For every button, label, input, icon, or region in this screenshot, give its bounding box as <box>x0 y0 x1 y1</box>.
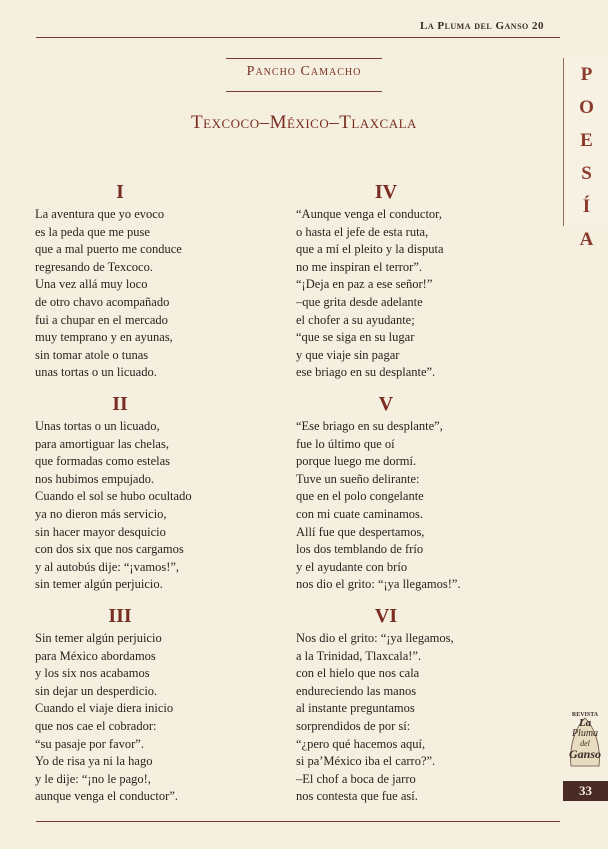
stanza <box>296 180 506 382</box>
logo-line: del <box>580 739 590 748</box>
stanza-verses <box>35 630 245 806</box>
verse-line: ya no dieron más servicio, <box>35 506 167 521</box>
verse-line: sin tomar atole o tunas <box>35 347 149 362</box>
stanza-numeral: I <box>116 181 124 203</box>
stanza <box>35 392 245 594</box>
stanza-verses <box>35 206 245 382</box>
logo-line: Pluma <box>571 728 599 739</box>
header-rule <box>36 37 560 38</box>
running-header: La Pluma del Ganso 20 <box>419 20 544 32</box>
section-tab <box>563 58 608 250</box>
stanza-verses <box>35 418 245 594</box>
section-letter: Í <box>582 196 591 217</box>
stanza-numeral: III <box>108 605 132 627</box>
verse-line: endureciendo las manos <box>296 683 417 698</box>
stanza-verses <box>296 630 506 806</box>
verse-line: si pa’México iba el carro?”. <box>296 754 436 769</box>
stanza-verses <box>296 206 506 382</box>
verse-line: o hasta el jefe de esta ruta, <box>296 224 429 239</box>
verse-line: –El chof a boca de jarro <box>296 771 416 786</box>
page-number: 33 <box>563 781 608 801</box>
verse-line: –que grita desde adelante <box>296 294 423 309</box>
verse-line: “Aunque venga el conductor, <box>296 207 442 221</box>
verse-line: regresando de Texcoco. <box>35 259 153 274</box>
verse-line: “su pasaje por favor”. <box>35 736 144 751</box>
verse-line: que a mal puerto me conduce <box>35 242 182 257</box>
verse-line: y los six nos acabamos <box>35 666 150 681</box>
verse-line: que nos cae el cobrador: <box>35 718 157 733</box>
stanza <box>35 604 245 806</box>
verse-line: que en el polo congelante <box>296 489 424 504</box>
stanza-numeral: II <box>112 393 128 415</box>
verse-line: con mi cuate caminamos. <box>296 506 424 521</box>
verse-line: no me inspiran el terror”. <box>296 259 422 274</box>
verse-line: Allí fue que despertamos, <box>296 524 425 539</box>
verse-line: Nos dio el grito: “¡ya llegamos, <box>296 631 454 645</box>
logo-line: La <box>578 717 592 729</box>
verse-line: el chofer a su ayudante; <box>296 312 415 327</box>
verse-line: “¿pero qué hacemos aquí, <box>296 736 426 751</box>
stanza-verses <box>296 418 506 594</box>
verse-line: “¡Deja en paz a ese señor!” <box>296 277 433 292</box>
verse-line: que formadas como estelas <box>35 454 171 469</box>
verse-line: fui a chupar en el mercado <box>35 312 168 327</box>
verse-line: para México abordamos <box>35 648 156 663</box>
magazine-logo <box>564 712 606 768</box>
poem-title: Texcoco–México–Tlaxcala <box>191 112 417 133</box>
verse-line: fue lo último que oí <box>296 436 395 451</box>
verse-line: con el hielo que nos cala <box>296 666 420 681</box>
stanza-numeral: V <box>378 393 394 415</box>
verse-line: al instante preguntamos <box>296 701 415 716</box>
verse-line: Una vez allá muy loco <box>35 277 148 292</box>
verse-line: nos dio el grito: “¡ya llegamos!”. <box>296 577 461 592</box>
author-name: Pancho Camacho <box>246 64 362 79</box>
verse-line: nos contesta que fue así. <box>296 789 418 804</box>
verse-line: Cuando el viaje diera inicio <box>35 701 174 716</box>
verse-line: sin temer algún perjuicio. <box>35 577 163 592</box>
verse-line: Sin temer algún perjuicio <box>35 631 162 645</box>
logo-small: REVISTA <box>571 712 599 718</box>
stanza-numeral: VI <box>374 605 398 627</box>
section-letter: S <box>581 163 592 184</box>
verse-line: con dos six que nos cargamos <box>35 542 184 557</box>
author-rule-top <box>226 58 382 59</box>
stanza <box>296 604 506 806</box>
verse-line: unas tortas o un licuado. <box>35 365 157 380</box>
verse-line: Unas tortas o un licuado, <box>35 419 160 433</box>
verse-line: porque luego me dormí. <box>296 454 417 469</box>
verse-line: muy temprano y en ayunas, <box>35 330 173 345</box>
stanza <box>35 180 245 382</box>
verse-line: sorprendidos de por sí: <box>296 718 411 733</box>
verse-line: los dos temblando de frío <box>296 542 424 557</box>
stanza-numeral: IV <box>374 181 398 203</box>
logo-line: Ganso <box>568 747 601 761</box>
author-rule-bottom <box>226 91 382 92</box>
verse-line: “Ese briago en su desplante”, <box>296 419 443 433</box>
verse-line: Cuando el sol se hubo ocultado <box>35 489 192 504</box>
verse-line: ese briago en su desplante”. <box>296 365 436 380</box>
verse-line: y le dije: “¡no le pago!, <box>35 771 151 786</box>
verse-line: y que viaje sin pagar <box>296 347 400 362</box>
verse-line: sin hacer mayor desquicio <box>35 524 166 539</box>
verse-line: aunque venga el conductor”. <box>35 789 178 804</box>
verse-line: que a mí el pleito y la disputa <box>296 242 444 257</box>
verse-line: sin dejar un desperdicio. <box>35 683 158 698</box>
verse-line: y al autobús dije: “¡vamos!”, <box>35 559 180 574</box>
verse-line: Tuve un sueño delirante: <box>296 471 420 486</box>
verse-line: “que se siga en su lugar <box>296 330 415 345</box>
verse-line: nos hubimos empujado. <box>35 471 155 486</box>
footer-rule <box>36 821 560 822</box>
verse-line: a la Trinidad, Tlaxcala!”. <box>296 648 422 663</box>
section-letter: P <box>580 64 593 85</box>
verse-line: es la peda que me puse <box>35 224 150 239</box>
verse-line: para amortiguar las chelas, <box>35 436 169 451</box>
stanza <box>296 392 506 594</box>
verse-line: Yo de risa ya ni la hago <box>35 754 153 769</box>
verse-line: de otro chavo acompañado <box>35 294 170 309</box>
section-letter: O <box>579 97 594 118</box>
verse-line: y el ayudante con brío <box>296 559 408 574</box>
section-letter: E <box>580 130 593 151</box>
section-letter: A <box>579 229 594 250</box>
verse-line: La aventura que yo evoco <box>35 207 165 221</box>
